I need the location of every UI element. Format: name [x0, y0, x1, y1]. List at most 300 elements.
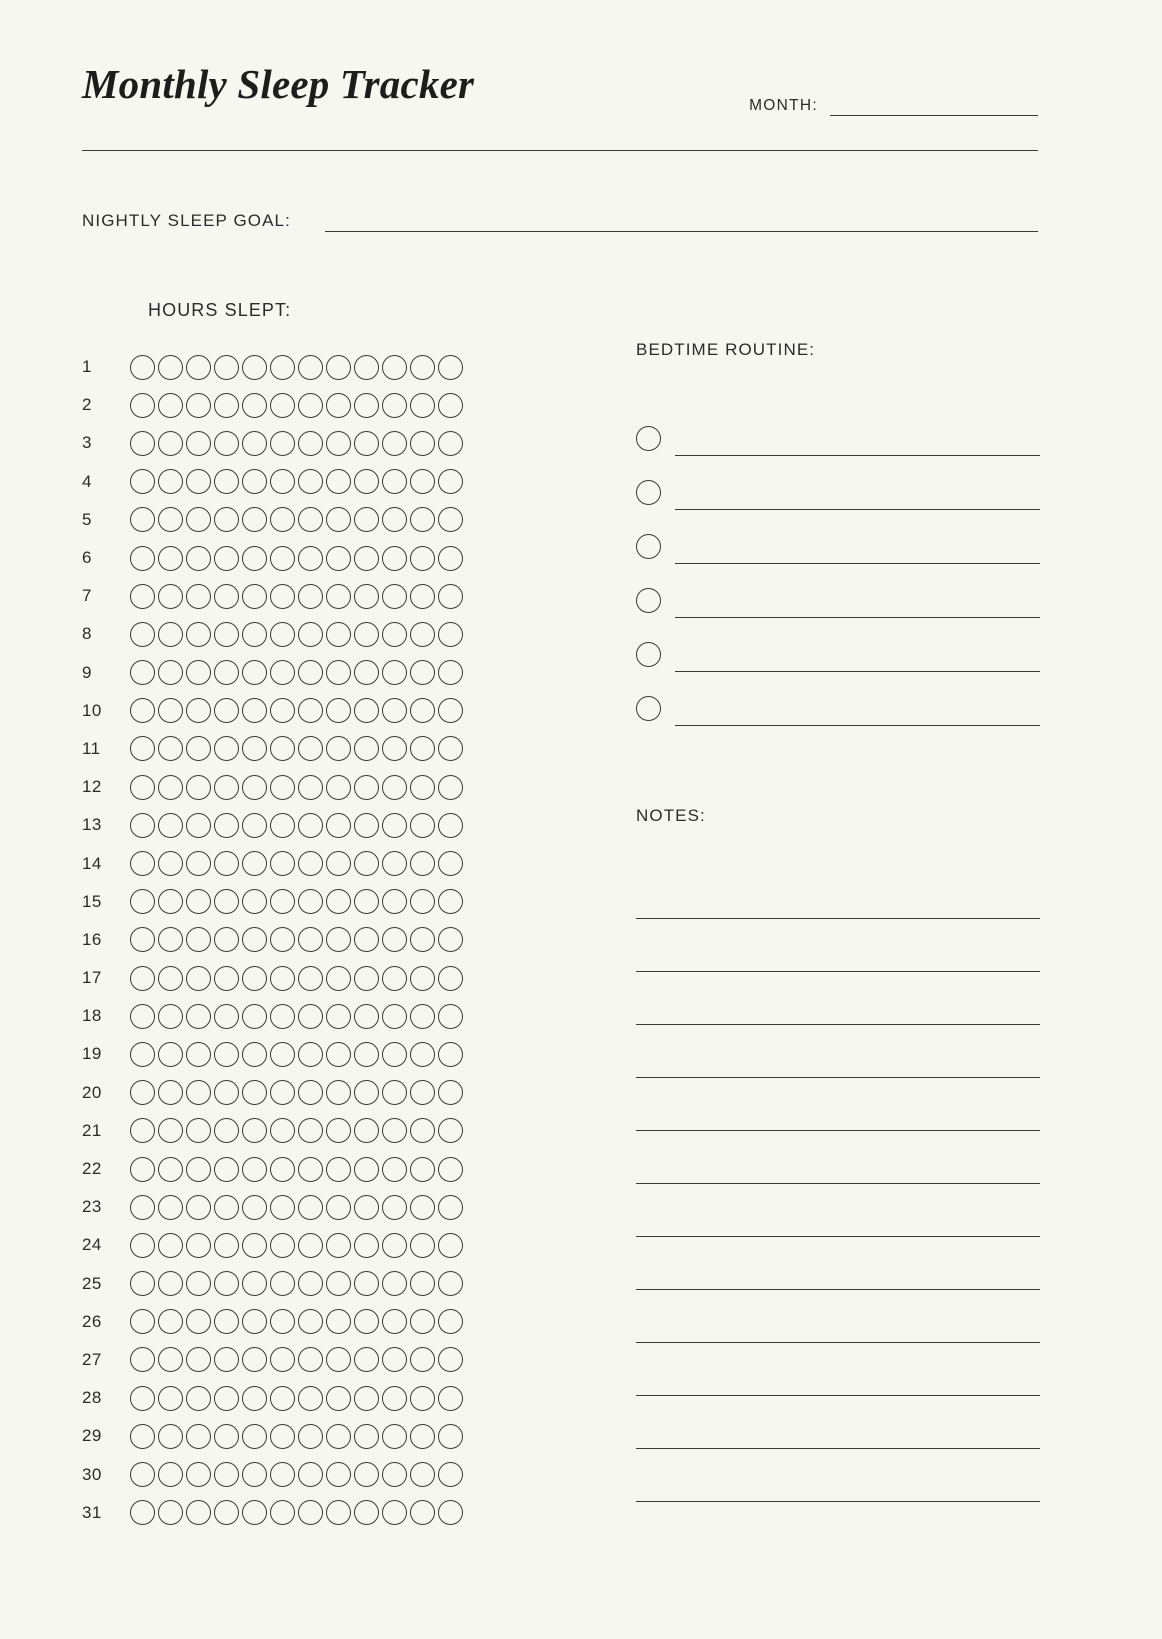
hour-circle[interactable]: [158, 1042, 183, 1067]
hour-circle[interactable]: [326, 1386, 351, 1411]
hour-circle[interactable]: [354, 698, 379, 723]
hour-circle[interactable]: [242, 546, 267, 571]
hour-circle[interactable]: [214, 966, 239, 991]
hour-circle[interactable]: [270, 355, 295, 380]
hour-circle[interactable]: [410, 1157, 435, 1182]
hour-circle[interactable]: [186, 1424, 211, 1449]
hour-circle[interactable]: [270, 813, 295, 838]
hour-circle[interactable]: [326, 927, 351, 952]
hour-circle[interactable]: [270, 1424, 295, 1449]
hour-circle[interactable]: [354, 469, 379, 494]
hour-circle[interactable]: [130, 1347, 155, 1372]
hour-circle[interactable]: [382, 1347, 407, 1372]
hour-circle[interactable]: [410, 431, 435, 456]
bedtime-routine-item[interactable]: [636, 564, 1040, 618]
hour-circle[interactable]: [130, 1271, 155, 1296]
hour-circle[interactable]: [298, 736, 323, 761]
hour-circle[interactable]: [242, 813, 267, 838]
hour-circle[interactable]: [298, 622, 323, 647]
hour-circle[interactable]: [354, 1462, 379, 1487]
hour-circle[interactable]: [242, 1042, 267, 1067]
hour-circle[interactable]: [326, 1424, 351, 1449]
hour-circle[interactable]: [214, 775, 239, 800]
hour-circle[interactable]: [410, 1080, 435, 1105]
hour-circle[interactable]: [382, 889, 407, 914]
hour-circle[interactable]: [130, 966, 155, 991]
hour-circle[interactable]: [214, 660, 239, 685]
hour-circle[interactable]: [158, 1157, 183, 1182]
hour-circle[interactable]: [130, 1080, 155, 1105]
hour-circle[interactable]: [382, 1157, 407, 1182]
routine-write-line[interactable]: [675, 670, 1040, 672]
routine-write-line[interactable]: [675, 724, 1040, 726]
hour-circle[interactable]: [158, 1500, 183, 1525]
hour-circle[interactable]: [326, 1347, 351, 1372]
hour-circle[interactable]: [298, 1424, 323, 1449]
nightly-sleep-goal-field[interactable]: [82, 212, 1038, 232]
hour-circle[interactable]: [130, 622, 155, 647]
hour-circle[interactable]: [438, 1118, 463, 1143]
hour-circle[interactable]: [298, 1271, 323, 1296]
hour-circle[interactable]: [242, 736, 267, 761]
routine-checkbox-circle[interactable]: [636, 534, 661, 559]
hour-circle[interactable]: [214, 1195, 239, 1220]
hour-circle[interactable]: [214, 1080, 239, 1105]
routine-checkbox-circle[interactable]: [636, 480, 661, 505]
routine-checkbox-circle[interactable]: [636, 696, 661, 721]
hour-circle[interactable]: [326, 507, 351, 532]
hour-circle[interactable]: [186, 775, 211, 800]
hour-circle[interactable]: [130, 507, 155, 532]
hour-circle[interactable]: [438, 1500, 463, 1525]
hour-circle[interactable]: [186, 698, 211, 723]
hour-circle[interactable]: [298, 469, 323, 494]
hour-circle[interactable]: [186, 1118, 211, 1143]
hour-circle[interactable]: [326, 851, 351, 876]
hour-circle[interactable]: [410, 889, 435, 914]
hour-circle[interactable]: [382, 546, 407, 571]
hour-circle[interactable]: [242, 622, 267, 647]
notes-write-line[interactable]: [636, 1131, 1040, 1184]
hour-circle[interactable]: [270, 966, 295, 991]
hour-circle[interactable]: [130, 660, 155, 685]
hour-circle[interactable]: [298, 966, 323, 991]
hour-circle[interactable]: [326, 1271, 351, 1296]
hour-circle[interactable]: [270, 1195, 295, 1220]
hour-circle[interactable]: [130, 1309, 155, 1334]
hour-circle[interactable]: [326, 1500, 351, 1525]
hour-circle[interactable]: [130, 469, 155, 494]
nightly-sleep-goal-write-line[interactable]: [325, 230, 1038, 232]
hour-circle[interactable]: [382, 1233, 407, 1258]
hour-circle[interactable]: [270, 1309, 295, 1334]
hour-circle[interactable]: [410, 736, 435, 761]
hour-circle[interactable]: [298, 927, 323, 952]
hour-circle[interactable]: [326, 1080, 351, 1105]
hour-circle[interactable]: [354, 393, 379, 418]
hour-circle[interactable]: [438, 1004, 463, 1029]
notes-write-line[interactable]: [636, 1343, 1040, 1396]
hour-circle[interactable]: [354, 1386, 379, 1411]
hour-circle[interactable]: [270, 698, 295, 723]
hour-circle[interactable]: [298, 1386, 323, 1411]
hour-circle[interactable]: [410, 1462, 435, 1487]
hour-circle[interactable]: [270, 775, 295, 800]
hour-circle[interactable]: [410, 1042, 435, 1067]
hour-circle[interactable]: [410, 966, 435, 991]
hour-circle[interactable]: [242, 431, 267, 456]
hour-circle[interactable]: [158, 1118, 183, 1143]
hour-circle[interactable]: [354, 1195, 379, 1220]
hour-circle[interactable]: [242, 393, 267, 418]
notes-write-line[interactable]: [636, 1078, 1040, 1131]
hour-circle[interactable]: [270, 1004, 295, 1029]
hour-circle[interactable]: [410, 1195, 435, 1220]
hour-circle[interactable]: [242, 1157, 267, 1182]
hour-circle[interactable]: [130, 889, 155, 914]
hour-circle[interactable]: [438, 927, 463, 952]
hour-circle[interactable]: [242, 1347, 267, 1372]
hour-circle[interactable]: [270, 889, 295, 914]
hour-circle[interactable]: [158, 775, 183, 800]
month-field[interactable]: [749, 98, 1038, 116]
hour-circle[interactable]: [270, 622, 295, 647]
hour-circle[interactable]: [382, 507, 407, 532]
hour-circle[interactable]: [326, 1042, 351, 1067]
hour-circle[interactable]: [214, 927, 239, 952]
hour-circle[interactable]: [270, 736, 295, 761]
hour-circle[interactable]: [438, 1309, 463, 1334]
hour-circle[interactable]: [410, 1004, 435, 1029]
hour-circle[interactable]: [130, 736, 155, 761]
hour-circle[interactable]: [326, 660, 351, 685]
hour-circle[interactable]: [326, 1118, 351, 1143]
notes-write-line[interactable]: [636, 1025, 1040, 1078]
hour-circle[interactable]: [326, 1462, 351, 1487]
hour-circle[interactable]: [382, 1424, 407, 1449]
hour-circle[interactable]: [242, 1271, 267, 1296]
hour-circle[interactable]: [438, 1233, 463, 1258]
hour-circle[interactable]: [186, 1042, 211, 1067]
hour-circle[interactable]: [214, 698, 239, 723]
hour-circle[interactable]: [298, 1080, 323, 1105]
hour-circle[interactable]: [298, 1233, 323, 1258]
hour-circle[interactable]: [214, 1462, 239, 1487]
hour-circle[interactable]: [242, 1004, 267, 1029]
hour-circle[interactable]: [410, 584, 435, 609]
hour-circle[interactable]: [214, 1271, 239, 1296]
bedtime-routine-item[interactable]: [636, 402, 1040, 456]
hour-circle[interactable]: [158, 813, 183, 838]
hour-circle[interactable]: [186, 1080, 211, 1105]
hour-circle[interactable]: [354, 889, 379, 914]
hour-circle[interactable]: [438, 1157, 463, 1182]
hour-circle[interactable]: [354, 927, 379, 952]
hour-circle[interactable]: [130, 775, 155, 800]
hour-circle[interactable]: [438, 698, 463, 723]
hour-circle[interactable]: [270, 1233, 295, 1258]
hour-circle[interactable]: [382, 698, 407, 723]
hour-circle[interactable]: [158, 1271, 183, 1296]
hour-circle[interactable]: [242, 927, 267, 952]
hour-circle[interactable]: [438, 507, 463, 532]
hour-circle[interactable]: [158, 546, 183, 571]
hour-circle[interactable]: [214, 1386, 239, 1411]
hour-circle[interactable]: [186, 469, 211, 494]
hour-circle[interactable]: [438, 1347, 463, 1372]
hour-circle[interactable]: [270, 546, 295, 571]
hour-circle[interactable]: [242, 1309, 267, 1334]
hour-circle[interactable]: [186, 660, 211, 685]
notes-write-line[interactable]: [636, 1449, 1040, 1502]
hour-circle[interactable]: [382, 736, 407, 761]
hour-circle[interactable]: [214, 469, 239, 494]
hour-circle[interactable]: [298, 431, 323, 456]
hour-circle[interactable]: [214, 507, 239, 532]
hour-circle[interactable]: [270, 851, 295, 876]
hour-circle[interactable]: [158, 1309, 183, 1334]
hour-circle[interactable]: [130, 431, 155, 456]
hour-circle[interactable]: [438, 622, 463, 647]
hour-circle[interactable]: [186, 1233, 211, 1258]
hour-circle[interactable]: [298, 355, 323, 380]
hour-circle[interactable]: [270, 584, 295, 609]
hour-circle[interactable]: [270, 1080, 295, 1105]
bedtime-routine-item[interactable]: [636, 456, 1040, 510]
hour-circle[interactable]: [242, 469, 267, 494]
hour-circle[interactable]: [158, 1347, 183, 1372]
hour-circle[interactable]: [354, 431, 379, 456]
hour-circle[interactable]: [438, 546, 463, 571]
hour-circle[interactable]: [186, 927, 211, 952]
hour-circle[interactable]: [298, 584, 323, 609]
hour-circle[interactable]: [410, 1424, 435, 1449]
hour-circle[interactable]: [382, 1462, 407, 1487]
hour-circle[interactable]: [214, 622, 239, 647]
hour-circle[interactable]: [354, 1271, 379, 1296]
hour-circle[interactable]: [158, 698, 183, 723]
hour-circle[interactable]: [214, 1500, 239, 1525]
hour-circle[interactable]: [186, 1347, 211, 1372]
hour-circle[interactable]: [214, 813, 239, 838]
hour-circle[interactable]: [270, 1271, 295, 1296]
hour-circle[interactable]: [186, 1386, 211, 1411]
hour-circle[interactable]: [326, 469, 351, 494]
hour-circle[interactable]: [298, 813, 323, 838]
hour-circle[interactable]: [270, 1500, 295, 1525]
hour-circle[interactable]: [298, 775, 323, 800]
hour-circle[interactable]: [354, 966, 379, 991]
hour-circle[interactable]: [214, 1004, 239, 1029]
hour-circle[interactable]: [382, 775, 407, 800]
hour-circle[interactable]: [298, 393, 323, 418]
hour-circle[interactable]: [242, 1195, 267, 1220]
hour-circle[interactable]: [410, 851, 435, 876]
hour-circle[interactable]: [158, 966, 183, 991]
hour-circle[interactable]: [354, 584, 379, 609]
routine-write-line[interactable]: [675, 616, 1040, 618]
hour-circle[interactable]: [130, 1462, 155, 1487]
hour-circle[interactable]: [298, 546, 323, 571]
hour-circle[interactable]: [242, 1500, 267, 1525]
hour-circle[interactable]: [382, 1271, 407, 1296]
hour-circle[interactable]: [298, 660, 323, 685]
hour-circle[interactable]: [186, 431, 211, 456]
hour-circle[interactable]: [242, 584, 267, 609]
notes-write-line[interactable]: [636, 1237, 1040, 1290]
hour-circle[interactable]: [214, 1347, 239, 1372]
hour-circle[interactable]: [186, 1157, 211, 1182]
hour-circle[interactable]: [158, 1080, 183, 1105]
routine-write-line[interactable]: [675, 508, 1040, 510]
hour-circle[interactable]: [242, 966, 267, 991]
hour-circle[interactable]: [438, 393, 463, 418]
hour-circle[interactable]: [158, 1004, 183, 1029]
hour-circle[interactable]: [270, 469, 295, 494]
hour-circle[interactable]: [382, 1386, 407, 1411]
hour-circle[interactable]: [410, 698, 435, 723]
hour-circle[interactable]: [214, 1424, 239, 1449]
hour-circle[interactable]: [354, 660, 379, 685]
hour-circle[interactable]: [186, 889, 211, 914]
hour-circle[interactable]: [242, 698, 267, 723]
hour-circle[interactable]: [158, 584, 183, 609]
hour-circle[interactable]: [242, 851, 267, 876]
hour-circle[interactable]: [438, 851, 463, 876]
hour-circle[interactable]: [410, 622, 435, 647]
hour-circle[interactable]: [354, 1424, 379, 1449]
hour-circle[interactable]: [438, 1042, 463, 1067]
hour-circle[interactable]: [354, 1157, 379, 1182]
hour-circle[interactable]: [326, 431, 351, 456]
hour-circle[interactable]: [410, 393, 435, 418]
hour-circle[interactable]: [382, 1500, 407, 1525]
hour-circle[interactable]: [326, 889, 351, 914]
bedtime-routine-item[interactable]: [636, 672, 1040, 726]
hour-circle[interactable]: [270, 507, 295, 532]
hour-circle[interactable]: [354, 546, 379, 571]
hour-circle[interactable]: [438, 736, 463, 761]
hour-circle[interactable]: [410, 1500, 435, 1525]
hour-circle[interactable]: [214, 584, 239, 609]
hour-circle[interactable]: [326, 355, 351, 380]
hour-circle[interactable]: [130, 355, 155, 380]
notes-write-line[interactable]: [636, 1290, 1040, 1343]
hour-circle[interactable]: [214, 355, 239, 380]
hour-circle[interactable]: [158, 851, 183, 876]
hour-circle[interactable]: [410, 469, 435, 494]
hour-circle[interactable]: [158, 622, 183, 647]
hour-circle[interactable]: [382, 1042, 407, 1067]
hour-circle[interactable]: [410, 1347, 435, 1372]
notes-write-line[interactable]: [636, 919, 1040, 972]
hour-circle[interactable]: [270, 1118, 295, 1143]
hour-circle[interactable]: [382, 660, 407, 685]
hour-circle[interactable]: [382, 927, 407, 952]
bedtime-routine-item[interactable]: [636, 618, 1040, 672]
hour-circle[interactable]: [130, 1500, 155, 1525]
hour-circle[interactable]: [270, 1462, 295, 1487]
routine-checkbox-circle[interactable]: [636, 426, 661, 451]
hour-circle[interactable]: [438, 1386, 463, 1411]
hour-circle[interactable]: [438, 469, 463, 494]
hour-circle[interactable]: [438, 660, 463, 685]
hour-circle[interactable]: [298, 1157, 323, 1182]
hour-circle[interactable]: [130, 813, 155, 838]
hour-circle[interactable]: [242, 1080, 267, 1105]
hour-circle[interactable]: [410, 1271, 435, 1296]
hour-circle[interactable]: [326, 393, 351, 418]
hour-circle[interactable]: [242, 507, 267, 532]
hour-circle[interactable]: [326, 1309, 351, 1334]
hour-circle[interactable]: [354, 736, 379, 761]
hour-circle[interactable]: [438, 889, 463, 914]
hour-circle[interactable]: [158, 1424, 183, 1449]
hour-circle[interactable]: [214, 431, 239, 456]
hour-circle[interactable]: [354, 775, 379, 800]
hour-circle[interactable]: [130, 1042, 155, 1067]
hour-circle[interactable]: [130, 1118, 155, 1143]
hour-circle[interactable]: [270, 660, 295, 685]
hour-circle[interactable]: [326, 698, 351, 723]
hour-circle[interactable]: [438, 775, 463, 800]
hour-circle[interactable]: [354, 1347, 379, 1372]
hour-circle[interactable]: [242, 1118, 267, 1143]
hour-circle[interactable]: [242, 660, 267, 685]
hour-circle[interactable]: [354, 1080, 379, 1105]
hour-circle[interactable]: [410, 355, 435, 380]
hour-circle[interactable]: [298, 1042, 323, 1067]
hour-circle[interactable]: [186, 546, 211, 571]
hour-circle[interactable]: [438, 1195, 463, 1220]
hour-circle[interactable]: [298, 1309, 323, 1334]
hour-circle[interactable]: [326, 813, 351, 838]
hour-circle[interactable]: [130, 1195, 155, 1220]
hour-circle[interactable]: [298, 1195, 323, 1220]
hour-circle[interactable]: [130, 584, 155, 609]
hour-circle[interactable]: [382, 1080, 407, 1105]
hour-circle[interactable]: [158, 927, 183, 952]
hour-circle[interactable]: [410, 1233, 435, 1258]
hour-circle[interactable]: [158, 1195, 183, 1220]
hour-circle[interactable]: [270, 927, 295, 952]
hour-circle[interactable]: [130, 1004, 155, 1029]
hour-circle[interactable]: [382, 355, 407, 380]
routine-write-line[interactable]: [675, 562, 1040, 564]
hour-circle[interactable]: [382, 1309, 407, 1334]
hour-circle[interactable]: [382, 1195, 407, 1220]
notes-write-line[interactable]: [636, 1396, 1040, 1449]
hour-circle[interactable]: [438, 1424, 463, 1449]
hour-circle[interactable]: [382, 851, 407, 876]
hour-circle[interactable]: [382, 622, 407, 647]
hour-circle[interactable]: [158, 355, 183, 380]
hour-circle[interactable]: [410, 775, 435, 800]
hour-circle[interactable]: [382, 431, 407, 456]
hour-circle[interactable]: [186, 1462, 211, 1487]
hour-circle[interactable]: [242, 775, 267, 800]
hour-circle[interactable]: [242, 1424, 267, 1449]
hour-circle[interactable]: [410, 660, 435, 685]
hour-circle[interactable]: [186, 1500, 211, 1525]
hour-circle[interactable]: [326, 622, 351, 647]
hour-circle[interactable]: [270, 1386, 295, 1411]
hour-circle[interactable]: [214, 1118, 239, 1143]
hour-circle[interactable]: [326, 1195, 351, 1220]
hour-circle[interactable]: [410, 1386, 435, 1411]
hour-circle[interactable]: [410, 813, 435, 838]
hour-circle[interactable]: [130, 698, 155, 723]
